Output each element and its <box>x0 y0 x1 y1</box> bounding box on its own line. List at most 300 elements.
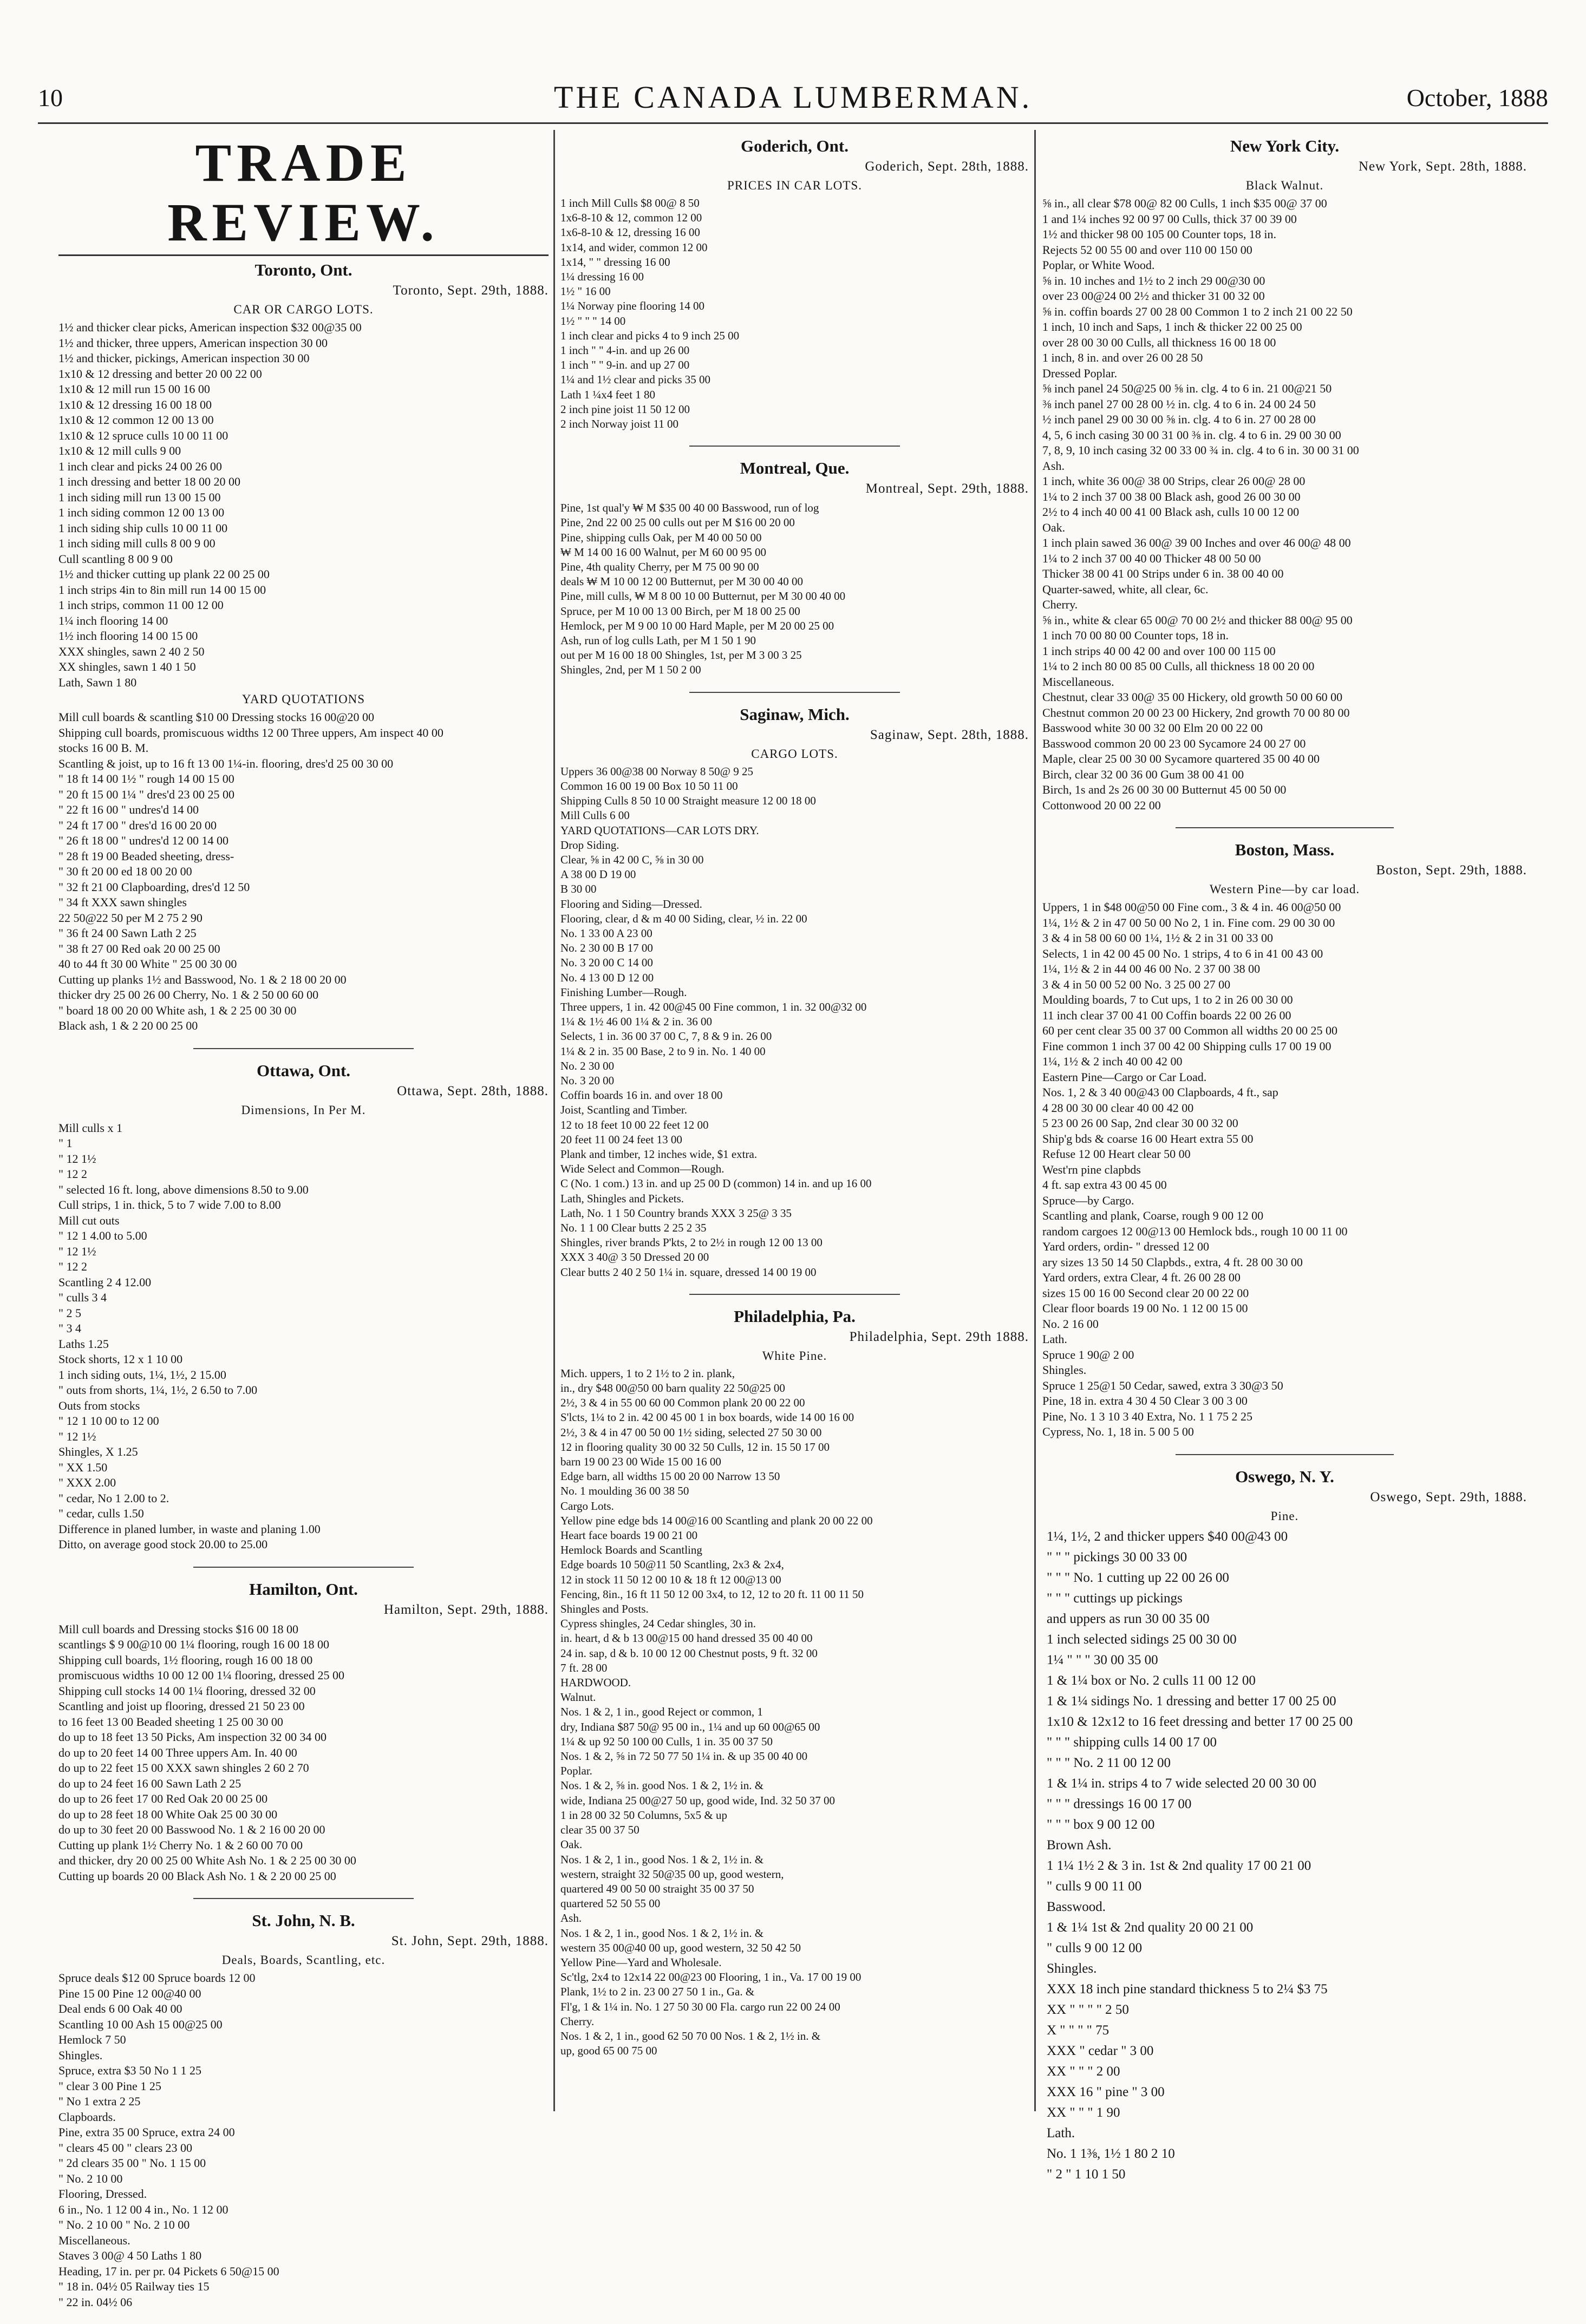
price-line: Pine, 18 in. extra 4 30 4 50 Clear 3 00 3 00 <box>1042 1394 1248 1408</box>
price-line: Mich. uppers, 1 to 2 1½ to 2 in. plank, <box>560 1366 735 1380</box>
price-line: ⅝ inch panel 24 50@25 00 ⅝ in. clg. 4 to 6 in. 21 00@21 50 <box>1042 382 1332 395</box>
price-line: 1½ and thicker, three uppers, American inspection 30 00 <box>58 336 328 350</box>
price-line: Scantling 2 4 12.00 <box>58 1275 152 1289</box>
price-line: Ash. <box>560 1911 582 1925</box>
price-line: Pine, No. 1 3 10 3 40 Extra, No. 1 1 75 2 25 <box>1042 1409 1253 1423</box>
price-line: 1 inch strips 40 00 42 00 and over 100 00 115 00 <box>1042 644 1276 658</box>
price-line: Scantling 10 00 Ash 15 00@25 00 <box>58 2017 223 2031</box>
price-line: Spruce, extra $3 50 No 1 1 25 <box>58 2064 201 2077</box>
price-list <box>58 1971 549 2310</box>
price-line: 1 and 1¼ inches 92 00 97 00 Culls, thick 37 00 39 00 <box>1042 212 1297 226</box>
price-line: " 12 2 <box>58 1260 87 1273</box>
price-line: and uppers as run 30 00 35 00 <box>1047 1611 1210 1626</box>
section-rule <box>193 1898 414 1899</box>
price-line: 1¼ Norway pine flooring 14 00 <box>560 299 704 313</box>
price-line: Nos. 1 & 2, 1 in., good Reject or common, 1 <box>560 1705 763 1719</box>
market-subtitle: CARGO LOTS. <box>751 747 838 761</box>
price-line: 3 & 4 in 58 00 60 00 1¼, 1½ & 2 in 31 00 33 00 <box>1042 931 1273 945</box>
section-rule <box>689 1294 900 1295</box>
market-section <box>560 705 1029 1280</box>
issue-date: October, 1888 <box>1406 84 1548 112</box>
market-dateline: Ottawa, Sept. 28th, 1888. <box>397 1083 549 1098</box>
price-line: quartered 52 50 55 00 <box>560 1897 661 1910</box>
market-title: Hamilton, Ont. <box>249 1579 358 1599</box>
price-line: Cutting up planks 1½ and Basswood, No. 1 & 2 18 00 20 00 <box>58 972 347 986</box>
price-line: 6 in., No. 1 12 00 4 in., No. 1 12 00 <box>58 2202 229 2216</box>
price-line: 1 inch " " 4-in. and up 26 00 <box>560 344 690 357</box>
section-rule <box>689 446 900 447</box>
price-line: " selected 16 ft. long, above dimensions 8.50 to 9.00 <box>58 1182 309 1196</box>
price-line: No. 1 1⅜, 1½ 1 80 2 10 <box>1047 2146 1175 2161</box>
price-line: " XXX 2.00 <box>58 1476 116 1489</box>
price-line: Mill culls x 1 <box>58 1121 122 1135</box>
price-line: " " " shipping culls 14 00 17 00 <box>1047 1734 1217 1750</box>
price-line: Mill cut outs <box>58 1213 120 1227</box>
section-rule <box>193 1567 414 1568</box>
price-line: Shingles. <box>1047 1961 1097 1976</box>
section-rule <box>1176 827 1394 828</box>
price-line: up, good 65 00 75 00 <box>560 2044 657 2058</box>
price-line: " 18 in. 04½ 05 Railway ties 15 <box>58 2280 210 2293</box>
market-dateline: Oswego, Sept. 29th, 1888. <box>1370 1489 1527 1504</box>
price-line: Sc'tlg, 2x4 to 12x14 22 00@23 00 Flooring, 1 in., Va. 17 00 19 00 <box>560 1971 861 1984</box>
price-line: 60 per cent clear 35 00 37 00 Common all widths 20 00 25 00 <box>1042 1024 1338 1037</box>
column-divider <box>1034 130 1036 2111</box>
price-line: Deal ends 6 00 Oak 40 00 <box>58 2002 182 2015</box>
market-section <box>58 1061 549 1553</box>
column-1 <box>58 133 549 2324</box>
price-line: 2½, 3 & 4 in 55 00 60 00 Common plank 20 00 22 00 <box>560 1396 805 1410</box>
price-line: Heading, 17 in. per pr. 04 Pickets 6 50@15 00 <box>58 2264 279 2278</box>
price-line: " 22 ft 16 00 " undres'd 14 00 <box>58 803 199 816</box>
market-section <box>58 1911 549 2310</box>
price-line: 1 & 1¼ 1st & 2nd quality 20 00 21 00 <box>1047 1920 1254 1935</box>
price-line: 1 inch strips, common 11 00 12 00 <box>58 598 224 612</box>
market-dateline: New York, Sept. 28th, 1888. <box>1358 159 1527 174</box>
price-line: do up to 30 feet 20 00 Basswood No. 1 & 2 16 00 20 00 <box>58 1823 325 1836</box>
price-line: 1½ " 16 00 <box>560 285 611 298</box>
price-line: 1¼ and 1½ clear and picks 35 00 <box>560 373 711 387</box>
price-list <box>1042 900 1527 1440</box>
price-line: ½ inch panel 29 00 30 00 ⅝ in. clg. 4 to 6 in. 27 00 28 00 <box>1042 413 1316 426</box>
price-line: Yard orders, ordin- " dressed 12 00 <box>1042 1240 1209 1253</box>
price-line: 1¼ dressing 16 00 <box>560 270 644 284</box>
price-line: No. 1 33 00 A 23 00 <box>560 926 652 940</box>
price-line: Oak. <box>560 1838 583 1851</box>
price-line: Yellow pine edge bds 14 00@16 00 Scantling and plank 20 00 22 00 <box>560 1514 873 1527</box>
market-subtitle: Pine. <box>1270 1509 1299 1523</box>
price-line: Shingles. <box>1042 1363 1087 1377</box>
price-line: Fencing, 8in., 16 ft 11 50 12 00 3x4, to 12, 12 to 20 ft. 11 00 11 50 <box>560 1587 864 1601</box>
price-list <box>560 1366 1029 2059</box>
market-dateline: Montreal, Sept. 29th, 1888. <box>865 481 1029 496</box>
price-line: Flooring, Dressed. <box>58 2187 147 2201</box>
price-line: Lath, Shingles and Pickets. <box>560 1192 684 1205</box>
price-line: 7 ft. 28 00 <box>560 1661 608 1674</box>
price-line: Pine, shipping culls Oak, per M 40 00 50 00 <box>560 531 762 544</box>
price-line: No. 3 20 00 <box>560 1073 615 1087</box>
price-line: 40 to 44 ft 30 00 White " 25 00 30 00 <box>58 957 237 971</box>
price-line: 5 23 00 26 00 Sap, 2nd clear 30 00 32 00 <box>1042 1116 1238 1130</box>
price-line: A 38 00 D 19 00 <box>560 868 636 881</box>
price-line: quartered 49 00 50 00 straight 35 00 37 50 <box>560 1882 754 1895</box>
price-line: " No. 2 10 00 <box>58 2171 123 2185</box>
price-line: do up to 26 feet 17 00 Red Oak 20 00 25 00 <box>58 1792 268 1805</box>
price-line: Poplar, or White Wood. <box>1042 258 1155 272</box>
price-line: random cargoes 12 00@13 00 Hemlock bds., rough 10 00 11 00 <box>1042 1224 1348 1238</box>
price-line: Maple, clear 25 00 30 00 Sycamore quartered 35 00 40 00 <box>1042 752 1320 765</box>
price-line: " 26 ft 18 00 " undres'd 12 00 14 00 <box>58 834 229 847</box>
price-line: " outs from shorts, 1¼, 1½, 2 6.50 to 7.00 <box>58 1383 258 1397</box>
price-line: 1 inch clear and picks 4 to 9 inch 25 00 <box>560 329 740 342</box>
price-line: Yellow Pine—Yard and Wholesale. <box>560 1955 722 1969</box>
price-line: Nos. 1 & 2, 1 in., good Nos. 1 & 2, 1½ in. & <box>560 1852 764 1866</box>
price-list <box>58 1622 549 1884</box>
price-line: wide, Indiana 25 00@27 50 up, good wide, Ind. 32 50 37 00 <box>560 1793 835 1807</box>
price-line: 1¼ & up 92 50 100 00 Culls, 1 in. 35 00 37 50 <box>560 1734 773 1748</box>
price-line: Common 16 00 19 00 Box 10 50 11 00 <box>560 779 738 793</box>
price-line: over 28 00 30 00 Culls, all thickness 16 00 18 00 <box>1042 335 1276 349</box>
market-section <box>560 459 1029 677</box>
price-line: Finishing Lumber—Rough. <box>560 985 687 999</box>
price-line: Mill cull boards and Dressing stocks $16 00 18 00 <box>58 1622 299 1636</box>
market-title: Boston, Mass. <box>1235 840 1335 859</box>
market-title: Saginaw, Mich. <box>740 704 850 724</box>
price-line: West'rn pine clapbds <box>1042 1162 1141 1176</box>
price-line: 4 28 00 30 00 clear 40 00 42 00 <box>1042 1101 1194 1115</box>
market-subtitle: Black Walnut. <box>1245 179 1324 192</box>
price-line: Dressed Poplar. <box>1042 366 1118 380</box>
price-line: " " " No. 2 11 00 12 00 <box>1047 1755 1171 1770</box>
price-line: 1¼ to 2 inch 37 00 40 00 Thicker 48 00 50 00 <box>1042 551 1261 565</box>
price-line: 1x6-8-10 & 12, common 12 00 <box>560 211 702 225</box>
price-line: " No. 2 10 00 " No. 2 10 00 <box>58 2218 190 2231</box>
price-line: 3 & 4 in 50 00 52 00 No. 3 25 00 27 00 <box>1042 977 1231 991</box>
price-list <box>560 196 1029 431</box>
price-line: Staves 3 00@ 4 50 Laths 1 80 <box>58 2249 202 2262</box>
price-line: clear 35 00 37 50 <box>560 1823 639 1837</box>
market-title: Oswego, N. Y. <box>1235 1467 1334 1486</box>
price-line: XXX 16 " pine " 3 00 <box>1047 2084 1165 2099</box>
price-line: to 16 feet 13 00 Beaded sheeting 1 25 00 30 00 <box>58 1714 283 1729</box>
price-line: Nos. 1 & 2, 1 in., good Nos. 1 & 2, 1½ in. & <box>560 1926 764 1940</box>
price-line: YARD QUOTATIONS—CAR LOTS DRY. <box>560 823 759 837</box>
price-line: " XX 1.50 <box>58 1460 108 1474</box>
price-line: ary sizes 13 50 14 50 Clapbds., extra, 4 ft. 28 00 30 00 <box>1042 1255 1303 1269</box>
market-section <box>560 1307 1029 2059</box>
price-line: " 34 ft XXX sawn shingles <box>58 895 187 909</box>
price-line: Shipping cull boards, 1½ flooring, rough 16 00 18 00 <box>58 1653 313 1667</box>
price-line: 1 inch dressing and better 18 00 20 00 <box>58 475 241 488</box>
price-line: XXX " cedar " 3 00 <box>1047 2043 1154 2058</box>
market-dateline: St. John, Sept. 29th, 1888. <box>391 1934 549 1948</box>
price-line: Basswood common 20 00 23 00 Sycamore 24 00 27 00 <box>1042 736 1306 750</box>
column-2 <box>560 133 1029 2072</box>
price-line: 1 inch siding common 12 00 13 00 <box>58 506 225 519</box>
price-line: XXX 18 inch pine standard thickness 5 to 2¼ $3 75 <box>1047 1981 1328 1996</box>
price-line: dry, Indiana $87 50@ 95 00 in., 1¼ and up 60 00@65 00 <box>560 1720 820 1733</box>
page-number: 10 <box>38 84 63 112</box>
price-line: " " " dressings 16 00 17 00 <box>1047 1796 1192 1811</box>
market-subtitle: Dimensions, In Per M. <box>241 1103 366 1117</box>
price-line: Chestnut, clear 33 00@ 35 00 Hickery, old growth 50 00 60 00 <box>1042 690 1343 704</box>
price-line: XXX shingles, sawn 2 40 2 50 <box>58 644 205 658</box>
price-line: No. 3 20 00 C 14 00 <box>560 956 653 970</box>
price-line: 1x10 & 12 dressing and better 20 00 22 00 <box>58 366 262 381</box>
price-line: " 24 ft 17 00 " dres'd 16 00 20 00 <box>58 818 217 832</box>
price-line: Wide Select and Common—Rough. <box>560 1162 725 1176</box>
price-line: 1¼, 1½ & 2 inch 40 00 42 00 <box>1042 1055 1183 1068</box>
price-line: No. 4 13 00 D 12 00 <box>560 971 654 984</box>
market-section <box>58 260 549 1034</box>
section-rule <box>193 1048 414 1049</box>
price-line: No. 1 1 00 Clear butts 2 25 2 35 <box>560 1221 707 1234</box>
price-line: 1¼ inch flooring 14 00 <box>58 613 168 627</box>
price-line: Plank, 1½ to 2 in. 23 00 27 50 1 in., Ga. & <box>560 1985 755 1999</box>
price-line: ⅝ in., white & clear 65 00@ 70 00 2½ and thicker 88 00@ 95 00 <box>1042 613 1353 627</box>
price-line: Flooring, clear, d & m 40 00 Siding, clear, ½ in. 22 00 <box>560 912 807 925</box>
price-line: stocks 16 00 B. M. <box>58 741 149 755</box>
price-line: 20 feet 11 00 24 feet 13 00 <box>560 1132 682 1146</box>
market-dateline: Philadelphia, Sept. 29th 1888. <box>849 1329 1029 1344</box>
market-title: New York City. <box>1230 136 1340 155</box>
market-title: Toronto, Ont. <box>254 260 353 279</box>
price-line: Shingles, river brands P'kts, 2 to 2½ in rough 12 00 13 00 <box>560 1236 823 1249</box>
price-line: Scantling & joist, up to 16 ft 13 00 1¼-in. flooring, dres'd 25 00 30 00 <box>58 756 394 770</box>
price-line: Nos. 1 & 2, 1 in., good 62 50 70 00 Nos. 1 & 2, 1½ in. & <box>560 2029 821 2042</box>
price-line: Lath, Sawn 1 80 <box>58 675 137 689</box>
price-line: Cottonwood 20 00 22 00 <box>1042 798 1161 812</box>
price-line: " " " pickings 30 00 33 00 <box>1047 1549 1187 1564</box>
price-line: 1¼ to 2 inch 37 00 38 00 Black ash, good 26 00 30 00 <box>1042 489 1301 503</box>
page-header <box>38 79 1548 124</box>
price-line: Cull strips, 1 in. thick, 5 to 7 wide 7.00 to 8.00 <box>58 1198 281 1212</box>
price-line: " clears 45 00 " clears 23 00 <box>58 2140 193 2155</box>
price-line: 1 inch siding ship culls 10 00 11 00 <box>58 521 228 535</box>
market-subtitle: Deals, Boards, Scantling, etc. <box>221 1953 386 1967</box>
price-line: Flooring and Siding—Dressed. <box>560 897 702 911</box>
price-line: 1½ " " " 14 00 <box>560 314 626 328</box>
price-line: do up to 22 feet 15 00 XXX sawn shingles 2 60 2 70 <box>58 1761 309 1775</box>
market-dateline: Boston, Sept. 29th, 1888. <box>1376 863 1527 878</box>
price-line: 1 inch, 10 inch and Saps, 1 inch & thicker 22 00 25 00 <box>1042 320 1302 333</box>
price-line: " 32 ft 21 00 Clapboarding, dres'd 12 50 <box>58 880 250 894</box>
price-line: do up to 18 feet 13 50 Picks, Am inspection 32 00 34 00 <box>58 1730 327 1744</box>
market-section <box>1042 840 1527 1440</box>
price-line: 1 inch siding mill run 13 00 15 00 <box>58 490 221 504</box>
price-line: 1 1¼ 1½ 2 & 3 in. 1st & 2nd quality 17 00 21 00 <box>1047 1858 1311 1873</box>
price-line: 1¼, 1½, 2 and thicker uppers $40 00@43 00 <box>1047 1529 1288 1544</box>
price-line: Oak. <box>1042 520 1066 534</box>
price-line: " 18 ft 14 00 1½ " rough 14 00 15 00 <box>58 772 234 785</box>
price-line: 1x10 & 12 mill run 15 00 16 00 <box>58 382 210 396</box>
market-title: St. John, N. B. <box>252 1911 355 1930</box>
price-line: " 30 ft 20 00 ed 18 00 20 00 <box>58 865 192 878</box>
price-line: Rejects 52 00 55 00 and over 110 00 150 00 <box>1042 243 1252 257</box>
price-line: Cutting up plank 1½ Cherry No. 1 & 2 60 00 70 00 <box>58 1838 303 1852</box>
price-line: 12 to 18 feet 10 00 22 feet 12 00 <box>560 1118 709 1131</box>
price-line: Laths 1.25 <box>58 1337 109 1351</box>
price-line: western 35 00@40 00 up, good western, 32 50 42 50 <box>560 1941 801 1954</box>
price-line: XXX 3 40@ 3 50 Dressed 20 00 <box>560 1251 709 1264</box>
price-line: S'lcts, 1¼ to 2 in. 42 00 45 00 1 in box boards, wide 14 00 16 00 <box>560 1411 854 1424</box>
price-line: Uppers, 1 in $48 00@50 00 Fine com., 3 & 4 in. 46 00@50 00 <box>1042 900 1341 914</box>
price-line: " 12 2 <box>58 1167 87 1181</box>
price-line: Shingles. <box>58 2048 103 2062</box>
price-line: 1½ and thicker, pickings, American inspection 30 00 <box>58 351 310 365</box>
price-list <box>1042 1527 1527 2185</box>
price-line: 12 in flooring quality 30 00 32 50 Culls, 12 in. 15 50 17 00 <box>560 1440 830 1454</box>
price-line: and thicker, dry 20 00 25 00 White Ash No. 1 & 2 25 00 30 00 <box>58 1854 356 1867</box>
market-title: Montreal, Que. <box>740 459 850 478</box>
price-line: " 12 1 4.00 to 5.00 <box>58 1229 147 1242</box>
price-line: No. 2 30 00 <box>560 1059 615 1072</box>
price-line: Miscellaneous. <box>1042 675 1114 689</box>
price-line: X " " " " 75 <box>1047 2022 1109 2038</box>
price-line: Edge boards 10 50@11 50 Scantling, 2x3 & 2x4, <box>560 1558 784 1572</box>
price-line: over 23 00@24 00 2½ and thicker 31 00 32 00 <box>1042 289 1265 303</box>
masthead: THE CANADA LUMBERMAN. <box>553 80 1033 115</box>
price-line: Scantling and plank, Coarse, rough 9 00 12 00 <box>1042 1209 1264 1222</box>
price-line: " board 18 00 20 00 White ash, 1 & 2 25 00 30 00 <box>58 1003 297 1017</box>
price-line: 2 inch Norway joist 11 00 <box>560 417 678 431</box>
market-subtitle: Western Pine—by car load. <box>1209 882 1360 896</box>
price-line: " " " box 9 00 12 00 <box>1047 1817 1155 1832</box>
price-line: Black ash, 1 & 2 20 00 25 00 <box>58 1019 198 1032</box>
price-line: 2½ to 4 inch 40 00 41 00 Black ash, culls 10 00 12 00 <box>1042 505 1300 519</box>
market-title: Ottawa, Ont. <box>256 1060 351 1080</box>
price-line: " 36 ft 24 00 Sawn Lath 2 25 <box>58 926 197 940</box>
price-line: ⅝ in. coffin boards 27 00 28 00 Common 1 to 2 inch 21 00 22 50 <box>1042 304 1353 318</box>
price-line: 1½ inch flooring 14 00 15 00 <box>58 629 198 643</box>
price-list <box>58 320 549 690</box>
price-line: XX " " " " 2 50 <box>1047 2002 1129 2017</box>
price-line: 1 inch selected sidings 25 00 30 00 <box>1047 1632 1237 1647</box>
price-line: B 30 00 <box>560 882 597 896</box>
price-list <box>560 764 1029 1280</box>
price-line: 12 in stock 11 50 12 00 10 & 18 ft 12 00@13 00 <box>560 1573 781 1586</box>
price-line: Pine, 1st qual'y ₩ M $35 00 40 00 Basswood, run of log <box>560 501 819 515</box>
price-line: " 28 ft 19 00 Beaded sheeting, dress- <box>58 849 234 863</box>
price-line: Cherry. <box>1042 598 1078 611</box>
price-line: Yard orders, extra Clear, 4 ft. 26 00 28 00 <box>1042 1271 1241 1284</box>
price-line: " 12 1½ <box>58 1244 96 1258</box>
price-line: Clear butts 2 40 2 50 1¼ in. square, dressed 14 00 19 00 <box>560 1265 817 1279</box>
price-line: barn 19 00 23 00 Wide 15 00 16 00 <box>560 1455 721 1469</box>
price-line: 1 inch, white 36 00@ 38 00 Strips, clear 26 00@ 28 00 <box>1042 474 1306 488</box>
price-line: 1 & 1¼ sidings No. 1 dressing and better 17 00 25 00 <box>1047 1693 1336 1708</box>
price-line: " cedar, No 1 2.00 to 2. <box>58 1491 169 1505</box>
price-line: " 2 " 1 10 1 50 <box>1047 2166 1126 2182</box>
price-line: promiscuous widths 10 00 12 00 1¼ flooring, dressed 25 00 <box>58 1668 344 1682</box>
price-line: 7, 8, 9, 10 inch casing 32 00 33 00 ¾ in. clg. 4 to 6 in. 30 00 31 00 <box>1042 443 1359 457</box>
price-line: Plank and timber, 12 inches wide, $1 extra. <box>560 1147 758 1161</box>
price-line: Chestnut common 20 00 23 00 Hickery, 2nd growth 70 00 80 00 <box>1042 705 1350 719</box>
price-line: Lath 1 ¼x4 feet 1 80 <box>560 388 655 401</box>
price-line: 1x10 & 12 spruce culls 10 00 11 00 <box>58 428 229 442</box>
price-line: Cypress, No. 1, 18 in. 5 00 5 00 <box>1042 1425 1194 1438</box>
price-line: Mill cull boards & scantling $10 00 Dressing stocks 16 00@20 00 <box>58 710 375 724</box>
price-line: 22 50@22 50 per M 2 75 2 90 <box>58 911 203 925</box>
price-line: 11 inch clear 37 00 41 00 Coffin boards 22 00 26 00 <box>1042 1008 1291 1022</box>
price-line: Uppers 36 00@38 00 Norway 8 50@ 9 25 <box>560 764 753 778</box>
price-line: C (No. 1 com.) 13 in. and up 25 00 D (common) 14 in. and up 16 00 <box>560 1177 872 1190</box>
price-line: Quarter-sawed, white, all clear, 6c. <box>1042 582 1209 596</box>
price-line: Clear, ⅝ in 42 00 C, ⅝ in 30 00 <box>560 853 704 866</box>
price-line: " 20 ft 15 00 1¼ " dres'd 23 00 25 00 <box>58 787 235 801</box>
price-line: 1x10 & 12x12 to 16 feet dressing and better 17 00 25 00 <box>1047 1714 1353 1729</box>
price-line: " 1 <box>58 1136 73 1150</box>
price-line: Pine 15 00 Pine 12 00@40 00 <box>58 1986 201 2000</box>
market-subtitle: YARD QUOTATIONS <box>242 692 366 706</box>
price-line: 1 & 1¼ in. strips 4 to 7 wide selected 20 00 30 00 <box>1047 1776 1316 1791</box>
price-line: Ash. <box>1042 459 1065 473</box>
price-line: 1½ and thicker 98 00 105 00 Counter tops, 18 in. <box>1042 227 1277 241</box>
market-subtitle: PRICES IN CAR LOTS. <box>727 179 863 192</box>
price-line: 1 inch plain sawed 36 00@ 39 00 Inches and over 46 00@ 48 00 <box>1042 536 1351 549</box>
price-line: " cedar, culls 1.50 <box>58 1507 144 1520</box>
price-line: Pine, 2nd 22 00 25 00 culls out per M $16 00 20 00 <box>560 516 795 529</box>
market-section <box>560 136 1029 431</box>
price-line: " No 1 extra 2 25 <box>58 2094 141 2108</box>
price-line: HARDWOOD. <box>560 1676 631 1690</box>
market-dateline: Saginaw, Sept. 28th, 1888. <box>870 727 1029 742</box>
section-rule <box>1176 1454 1394 1455</box>
price-line: do up to 20 feet 14 00 Three uppers Am. In. 40 00 <box>58 1745 297 1759</box>
price-line: Selects, 1 in. 36 00 37 00 C, 7, 8 & 9 in. 26 00 <box>560 1030 772 1043</box>
market-dateline: Hamilton, Sept. 29th, 1888. <box>383 1602 549 1617</box>
price-line: 1¼ & 2 in. 35 00 Base, 2 to 9 in. No. 1 40 00 <box>560 1044 766 1058</box>
price-line: Cypress shingles, 24 Cedar shingles, 30 in. <box>560 1617 756 1631</box>
price-line: " " " cuttings up pickings <box>1047 1590 1183 1606</box>
market-title: Philadelphia, Pa. <box>734 1306 856 1326</box>
price-line: 1x14, and wider, common 12 00 <box>560 240 708 254</box>
price-line: Birch, clear 32 00 36 00 Gum 38 00 41 00 <box>1042 767 1244 781</box>
price-line: Clapboards. <box>58 2110 116 2124</box>
price-line: Basswood. <box>1047 1899 1106 1914</box>
price-line: western, straight 32 50@35 00 up, good western, <box>560 1867 784 1881</box>
market-section <box>58 1580 549 1884</box>
price-line: Thicker 38 00 41 00 Strips under 6 in. 38 00 40 00 <box>1042 567 1284 580</box>
price-line: No. 1 moulding 36 00 38 50 <box>560 1484 689 1498</box>
price-line: out per M 16 00 18 00 Shingles, 1st, per M 3 00 3 25 <box>560 649 802 662</box>
price-line: Spruce 1 25@1 50 Cedar, sawed, extra 3 30@3 50 <box>1042 1378 1283 1392</box>
price-line: thicker dry 25 00 26 00 Cherry, No. 1 & 2 50 00 60 00 <box>58 988 319 1001</box>
price-line: 1¼ " " " 30 00 35 00 <box>1047 1652 1158 1667</box>
price-line: Pine, mill culls, ₩ M 8 00 10 00 Butternut, per M 30 00 40 00 <box>560 590 846 603</box>
price-line: 4, 5, 6 inch casing 30 00 31 00 ⅜ in. clg. 4 to 6 in. 29 00 30 00 <box>1042 428 1341 442</box>
price-line: Cutting up boards 20 00 Black Ash No. 1 & 2 20 00 25 00 <box>58 1869 336 1883</box>
price-line: Spruce—by Cargo. <box>1042 1193 1134 1207</box>
price-line: 4 ft. sap extra 43 00 45 00 <box>1042 1178 1167 1192</box>
market-section <box>1042 1467 1527 2185</box>
price-line: Scantling and joist up flooring, dressed 21 50 23 00 <box>58 1699 305 1713</box>
price-line: Fine common 1 inch 37 00 42 00 Shipping culls 17 00 19 00 <box>1042 1039 1332 1053</box>
price-line: XX " " " 1 90 <box>1047 2105 1120 2120</box>
price-line: " culls 9 00 12 00 <box>1047 1940 1143 1955</box>
price-line: Clear floor boards 19 00 No. 1 12 00 15 00 <box>1042 1301 1248 1315</box>
price-line: Pine, extra 35 00 Spruce, extra 24 00 <box>58 2125 235 2139</box>
price-line: 2 inch pine joist 11 50 12 00 <box>560 402 690 416</box>
price-line: " 22 in. 04½ 06 <box>58 2295 133 2309</box>
market-subtitle: White Pine. <box>762 1348 827 1363</box>
price-line: " 38 ft 27 00 Red oak 20 00 25 00 <box>58 941 220 955</box>
section-rule <box>689 692 900 693</box>
price-line: " culls 3 4 <box>58 1291 107 1304</box>
price-line: Hemlock, per M 9 00 10 00 Hard Maple, per M 20 00 25 00 <box>560 619 834 632</box>
price-line: 1 inch siding mill culls 8 00 9 00 <box>58 536 216 550</box>
price-line: 1x10 & 12 mill culls 9 00 <box>58 444 181 457</box>
